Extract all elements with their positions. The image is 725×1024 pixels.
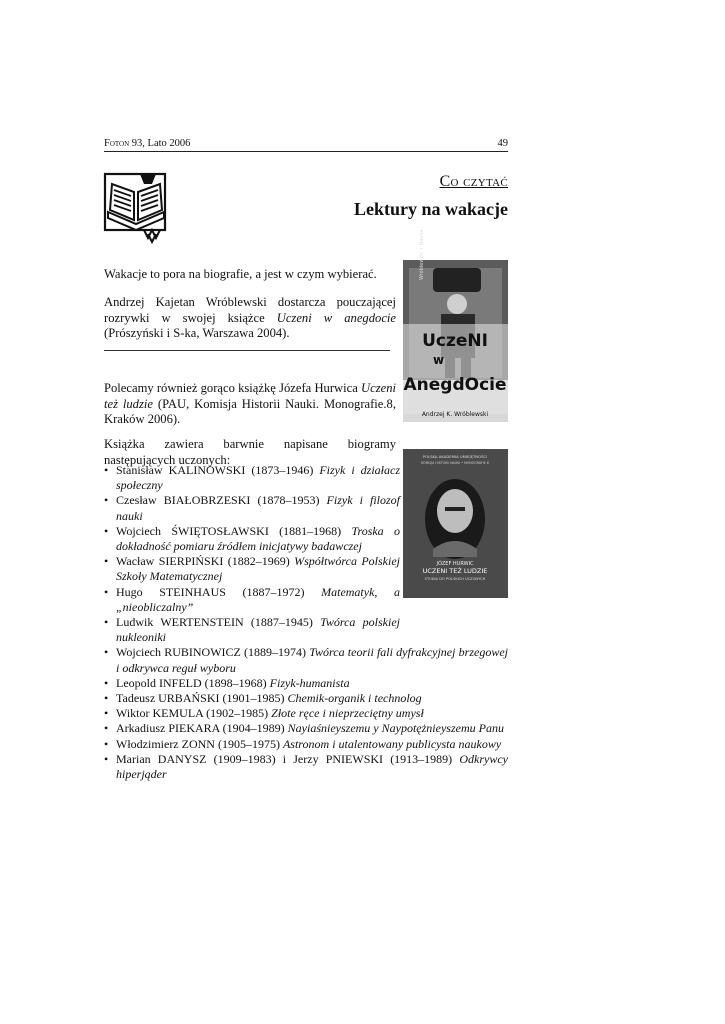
scientist-name: Wojciech ŚWIĘTOSŁAWSKI (1881–1968): [116, 523, 352, 538]
biography-title: Twórca polskiej nukleoniki: [116, 615, 400, 645]
biography-title: Astronom i utalentowany publicysta naukowy: [282, 736, 502, 751]
running-head: [104, 138, 508, 152]
scientist-name: Tadeusz URBAŃSKI (1901–1985): [116, 691, 288, 706]
journal-name: Foton: [104, 138, 130, 149]
scientist-name: Stanisław KALINOWSKI (1873–1946): [116, 463, 320, 477]
biography-title: Współtwórca Polskiej Szkoły Matematycznej: [116, 554, 400, 584]
scientist-name: Czesław BIAŁOBRZESKI (1878–1953): [116, 493, 327, 508]
biography-title: Troska o dokładność pomiaru źródłem inicjatywy badawczej: [116, 523, 401, 554]
p3-book-title: Uczeni też ludzie: [104, 381, 396, 411]
scientist-name: Arkadiusz PIEKARA (1904–1989): [116, 721, 288, 736]
list-intro-paragraph: Książka zawiera barwnie napisane biogramy następujących uczonych:: [104, 437, 396, 467]
scientist-list-item: [104, 554, 400, 584]
journal-issue: [104, 138, 190, 149]
scientist-name: Marian DANYSZ (1909–1983) i Jerzy PNIEWSKI (1913–1989): [116, 751, 460, 766]
article-title: Lektury na wakacje: [354, 199, 508, 219]
scientist-list-item: [104, 585, 400, 615]
scientist-list: [104, 463, 508, 782]
scientist-name: Wiktor KEMULA (1902–1985): [116, 706, 272, 721]
wroblewski-paragraph: [104, 295, 396, 342]
cover1-word3: AnegdOcie: [403, 375, 507, 395]
cover1-author: Andrzej K. Wróblewski: [421, 411, 489, 418]
scientist-list-item: [104, 721, 508, 736]
cover2-author: JÓZEF HURWIC: [436, 561, 474, 567]
intro-paragraph: Wakacje to pora na biografie, a jest w czym wybierać.: [104, 267, 377, 281]
p2-book-title: Uczeni w anegdocie: [276, 310, 396, 325]
biography-title: Fizyk i filozof nauki: [116, 493, 401, 523]
hurwic-paragraph: [104, 381, 396, 428]
divider: [104, 350, 390, 351]
biography-title: Nayiaśnieyszemu y Naypotężnieyszemu Panu: [287, 721, 504, 736]
scientist-list-item: [104, 676, 508, 691]
cover2-top2: KOMISJA HISTORII NAUKI • MONOGRAFIE 8: [421, 461, 489, 465]
scientist-list-item: [104, 463, 400, 493]
scientist-list-item: [104, 645, 508, 675]
scientist-name: Wojciech RUBINOWICZ (1889–1974): [116, 645, 310, 660]
cover2-title: UCZENI TEŻ LUDZIE: [422, 567, 488, 575]
scientist-list-item: [104, 691, 508, 706]
biography-title: Odkrywcy hiperjąder: [116, 751, 508, 782]
cover2-top1: POLSKA AKADEMIA UMIEJĘTNOŚCI: [422, 454, 488, 459]
scientist-list-item: [104, 706, 508, 721]
page-number: 49: [497, 138, 508, 149]
scientist-list-item: [104, 524, 400, 554]
cover1-word1: UczeNI: [422, 331, 488, 351]
scientist-name: Hugo STEINHAUS (1887–1972): [116, 584, 322, 599]
scientist-name: Leopold INFELD (1898–1968): [116, 675, 270, 690]
biography-title: Matematyk, a „nieobliczalny”: [116, 584, 401, 614]
open-book-icon: [104, 172, 168, 244]
p2-text-pre: Andrzej Kajetan Wróblewski dostarcza pouczającej rozrywki w swojej książce: [104, 295, 396, 325]
scientist-list-item: [104, 737, 508, 752]
issue-label: 93, Lato 2006: [131, 138, 191, 149]
section-label: Co czytać: [439, 173, 508, 190]
biography-title: Złote ręce i nieprzeciętny umysł: [271, 706, 424, 721]
biography-title: Chemik-organik i technolog: [287, 691, 422, 706]
biography-title: Fizyk i działacz społeczny: [116, 463, 400, 493]
scientist-list-item: [104, 493, 400, 523]
scientist-list-item: [104, 615, 400, 645]
scientist-name: Ludwik WERTENSTEIN (1887–1945): [116, 615, 321, 630]
biography-title: Fizyk-humanista: [269, 675, 350, 690]
scientist-name: Wacław SIERPIŃSKI (1882–1969): [116, 554, 295, 569]
scientist-list-item: [104, 752, 508, 782]
biography-title: Twórca teorii fali dyfrakcyjnej brzegowej i odkrywca reguł wyboru: [116, 645, 508, 675]
cover1-word2: w: [433, 353, 445, 367]
p3-text-post: (PAU, Komisja Historii Nauki. Monografie.8, Kraków 2006).: [104, 396, 396, 426]
cover2-subtitle: STUDIA DO POLSKICH UCZONYCH: [424, 577, 486, 581]
p2-text-post: (Prószyński i S-ka, Warszawa 2004).: [104, 326, 290, 340]
uczeni-w-anegdocie-cover: [403, 229, 508, 422]
scientist-name: Włodzimierz ZONN (1905–1975): [116, 736, 283, 751]
p3-text-pre: Polecamy również gorąco książkę Józefa Hurwica: [104, 381, 362, 395]
cover1-series: Wróblewski • Nauka: [419, 229, 425, 280]
